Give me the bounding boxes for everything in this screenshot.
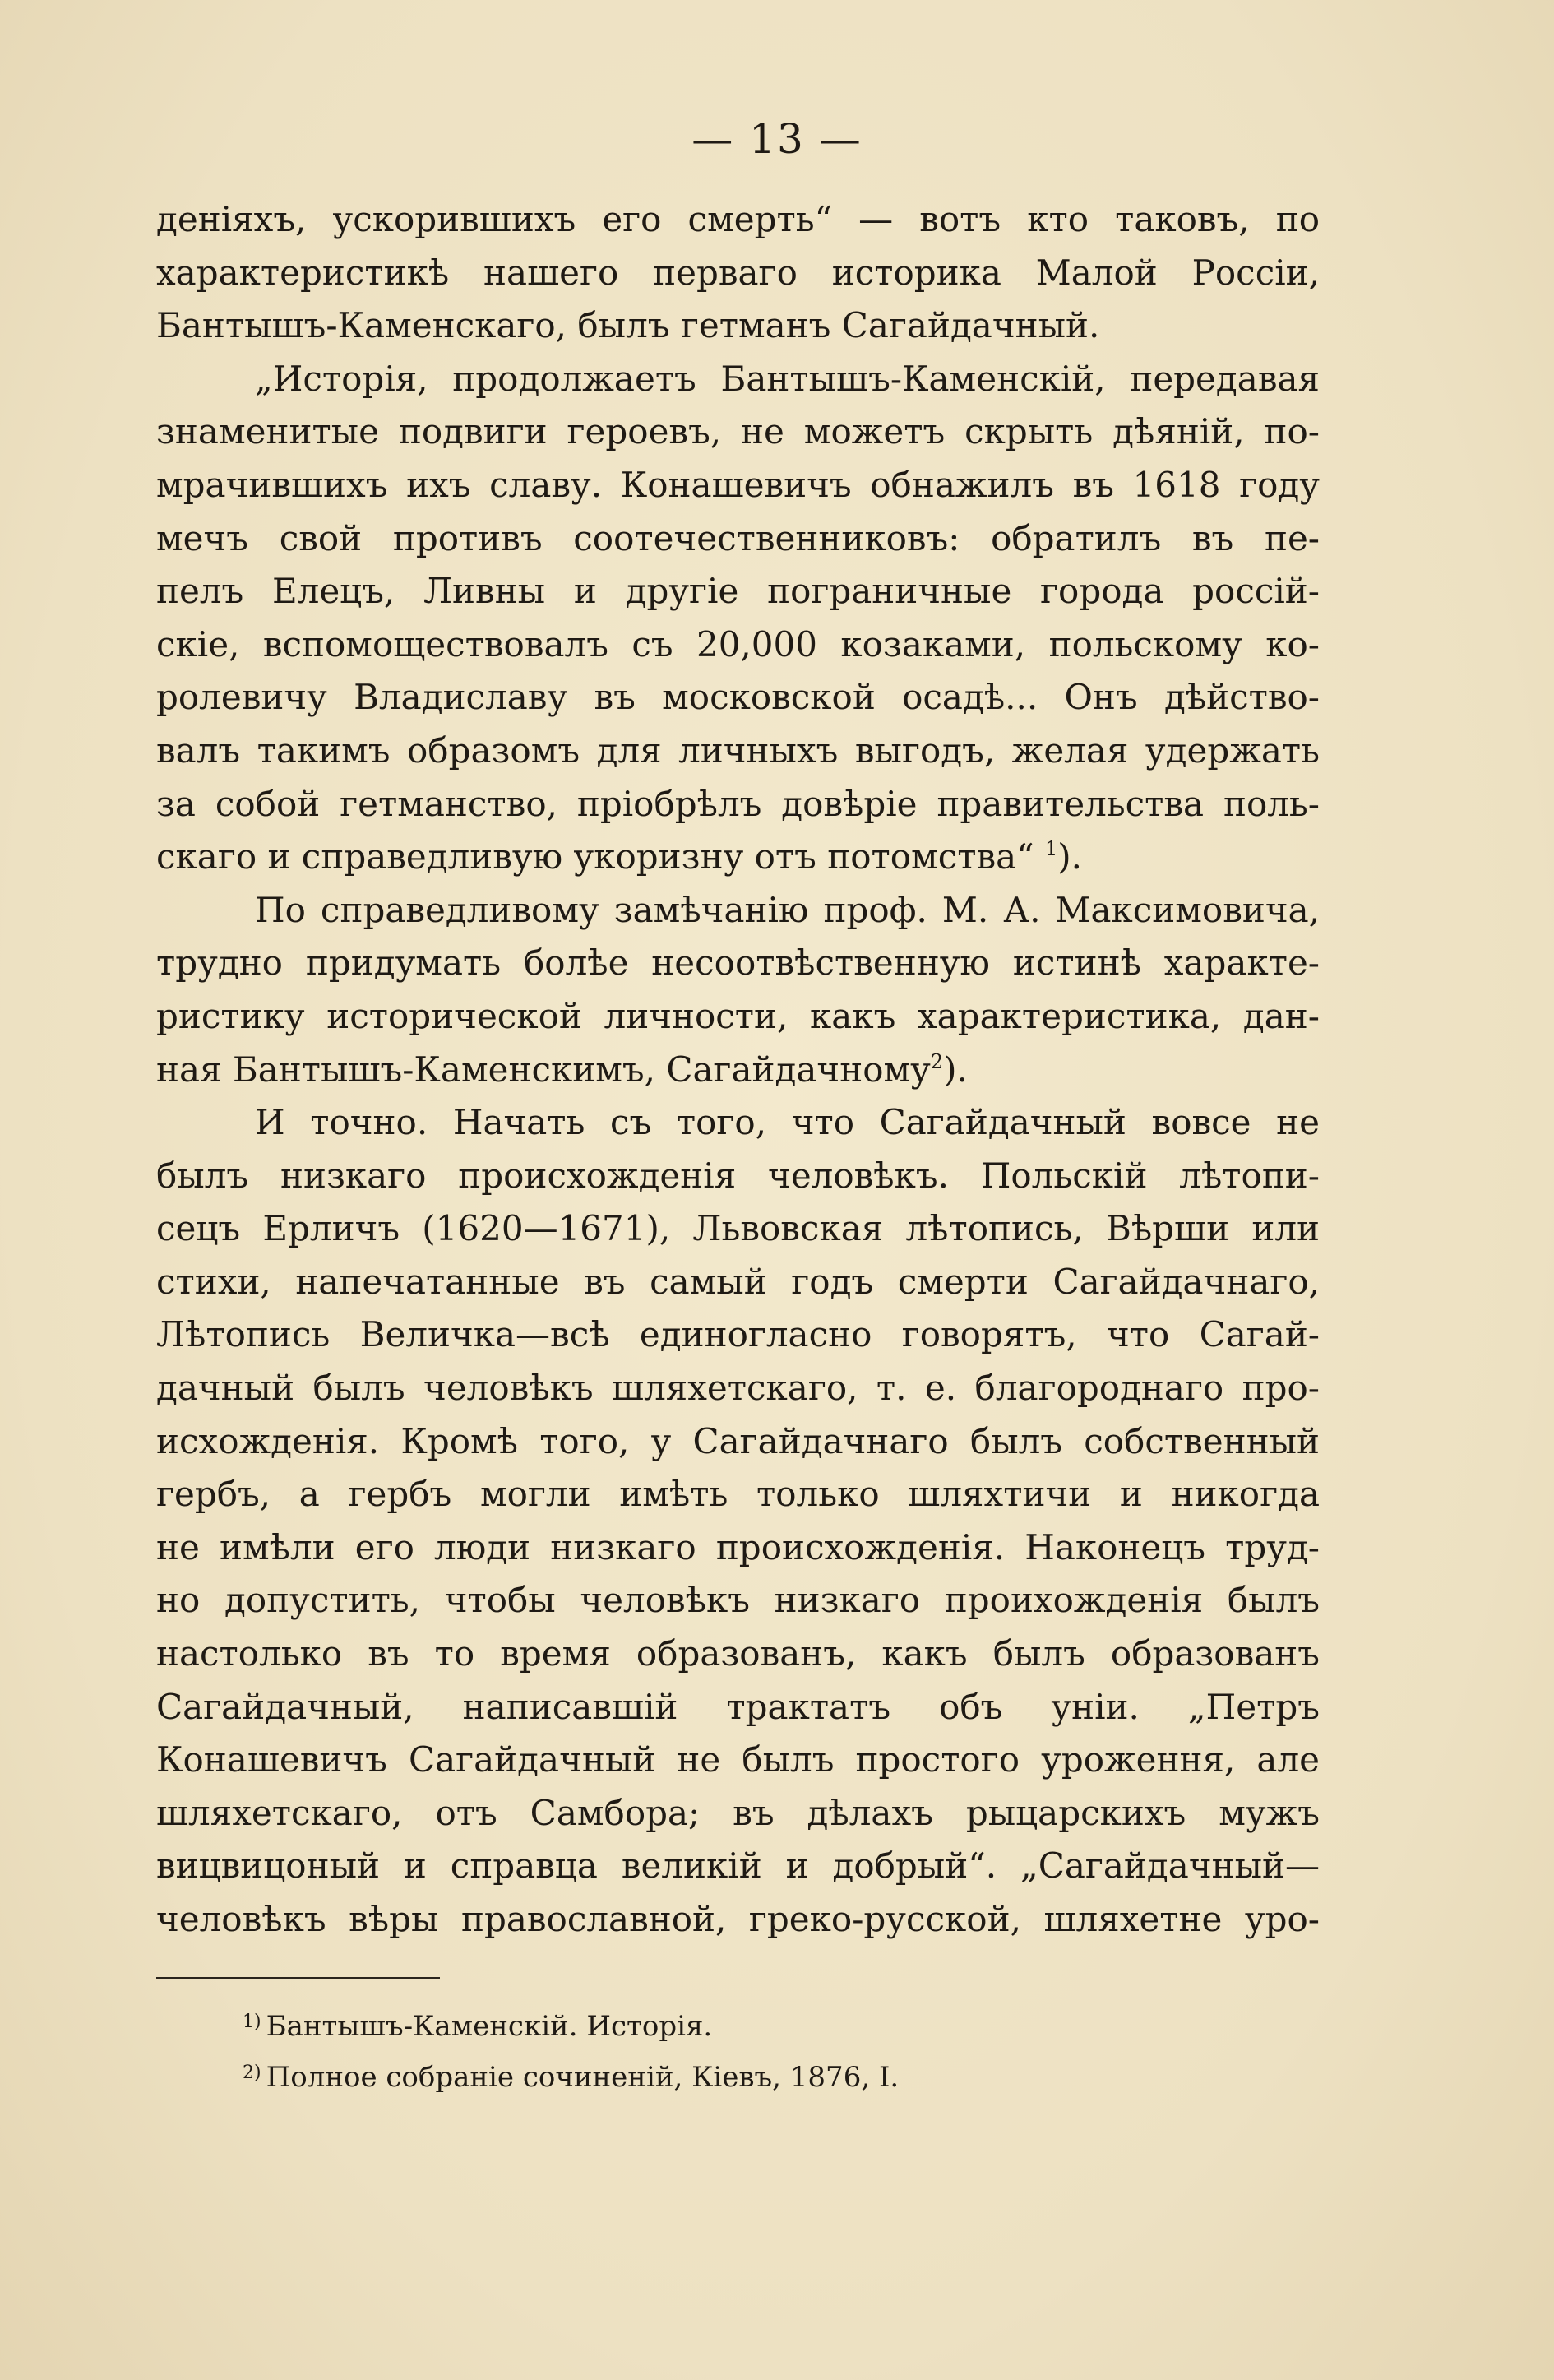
body-text xyxy=(156,193,1320,1947)
text-line: не имѣли его люди низкаго происхожденія. Наконецъ труд- xyxy=(156,1526,1320,1567)
page-number: — 13 — xyxy=(691,115,863,163)
footnote-text: Полное собраніе сочиненій, Кіевъ, 1876, I. xyxy=(266,2061,900,2094)
text-line: исхожденія. Кромѣ того, у Сагайдачнаго былъ собственный xyxy=(156,1420,1320,1461)
text-line: шляхетскаго, отъ Самбора; въ дѣлахъ рыцарскихъ мужъ xyxy=(156,1792,1320,1833)
footnote-ref-close: ). xyxy=(943,1049,968,1090)
text-line: стихи, напечатанные въ самый годъ смерти Сагайдачнаго, xyxy=(156,1261,1320,1302)
footnote-divider xyxy=(156,1977,440,1979)
text-line: за собой гетманство, пріобрѣлъ довѣріе правительства поль- xyxy=(156,783,1320,824)
footnote-ref-1: 1 xyxy=(1044,837,1058,861)
text-line: мечъ свой противъ соотечественниковъ: обратилъ въ пе- xyxy=(156,517,1320,558)
footnote-ref-2: 2 xyxy=(930,1049,944,1073)
text-line: сецъ Ерличъ (1620—1671), Львовская лѣтопись, Вѣрши или xyxy=(156,1208,1320,1249)
text-line: былъ низкаго происхожденія человѣкъ. Польскій лѣтопи- xyxy=(156,1155,1320,1196)
footnote-mark: 2) xyxy=(243,2063,261,2083)
text-line: мрачившихъ ихъ славу. Конашевичъ обнажилъ въ 1618 году xyxy=(156,464,1320,505)
footnotes xyxy=(243,1997,899,2099)
text-line: гербъ, а гербъ могли имѣть только шляхтичи и никогда xyxy=(156,1474,1320,1515)
text-line: но допустить, чтобы человѣкъ низкаго проихожденія былъ xyxy=(156,1580,1320,1621)
footnote-item xyxy=(243,1997,899,2048)
text-line: знаменитые подвиги героевъ, не можетъ скрыть дѣяній, по- xyxy=(156,411,1320,452)
text-line: вицвицоный и справца великій и добрый“. „Сагайдачный— xyxy=(156,1845,1320,1887)
text-line: Сагайдачный, написавшій трактатъ объ уніи. „Петръ xyxy=(156,1686,1320,1727)
text-line: „Исторія, продолжаетъ Бантышъ-Каменскій, передавая xyxy=(255,358,1320,399)
text-line: дачный былъ человѣкъ шляхетскаго, т. е. благороднаго про- xyxy=(156,1368,1320,1409)
text-line: Лѣтопись Величка—всѣ единогласно говорятъ, что Сагай- xyxy=(156,1314,1320,1355)
footnote-mark: 1) xyxy=(243,2012,261,2032)
text-line xyxy=(156,1044,1320,1097)
text-line: ролевичу Владиславу въ московской осадѣ... Онъ дѣйство- xyxy=(156,677,1320,718)
text-line: ристику исторической личности, какъ характеристика, дан- xyxy=(156,995,1320,1036)
text-line: скіе, вспомоществовалъ съ 20,000 козаками, польскому ко- xyxy=(156,623,1320,664)
text-line: Бантышъ-Каменскаго, былъ гетманъ Сагайдачный. xyxy=(156,305,1100,346)
text-line: валъ такимъ образомъ для личныхъ выгодъ, желая удержать xyxy=(156,729,1320,771)
text-line-content: скаго и справедливую укоризну отъ потомства“ xyxy=(156,836,1034,877)
text-line: трудно придумать болѣе несоотвѣственную истинѣ характе- xyxy=(156,942,1320,984)
footnote-ref-close: ). xyxy=(1057,836,1083,877)
text-line: настолько въ то время образованъ, какъ былъ образованъ xyxy=(156,1633,1320,1674)
text-line: человѣкъ вѣры православной, греко-русской, шляхетне уро- xyxy=(156,1899,1320,1939)
text-line: И точно. Начать съ того, что Сагайдачный вовсе не xyxy=(255,1102,1320,1143)
text-line: пелъ Елецъ, Ливны и другіе пограничные города россій- xyxy=(156,571,1320,612)
text-line: По справедливому замѣчанію проф. М. А. Максимовича, xyxy=(255,889,1320,930)
text-line: характеристикѣ нашего перваго историка Малой Россіи, xyxy=(156,252,1320,293)
footnote-item xyxy=(243,2048,899,2099)
text-line-content: ная Бантышъ-Каменскимъ, Сагайдачному xyxy=(156,1049,931,1090)
text-line: деніяхъ, ускорившихъ его смерть“ — вотъ кто таковъ, по xyxy=(156,199,1320,239)
text-line: Конашевичъ Сагайдачный не былъ простого уроження, але xyxy=(156,1739,1320,1780)
text-line xyxy=(156,831,1320,884)
footnote-text: Бантышъ-Каменскій. Исторія. xyxy=(266,2010,713,2043)
